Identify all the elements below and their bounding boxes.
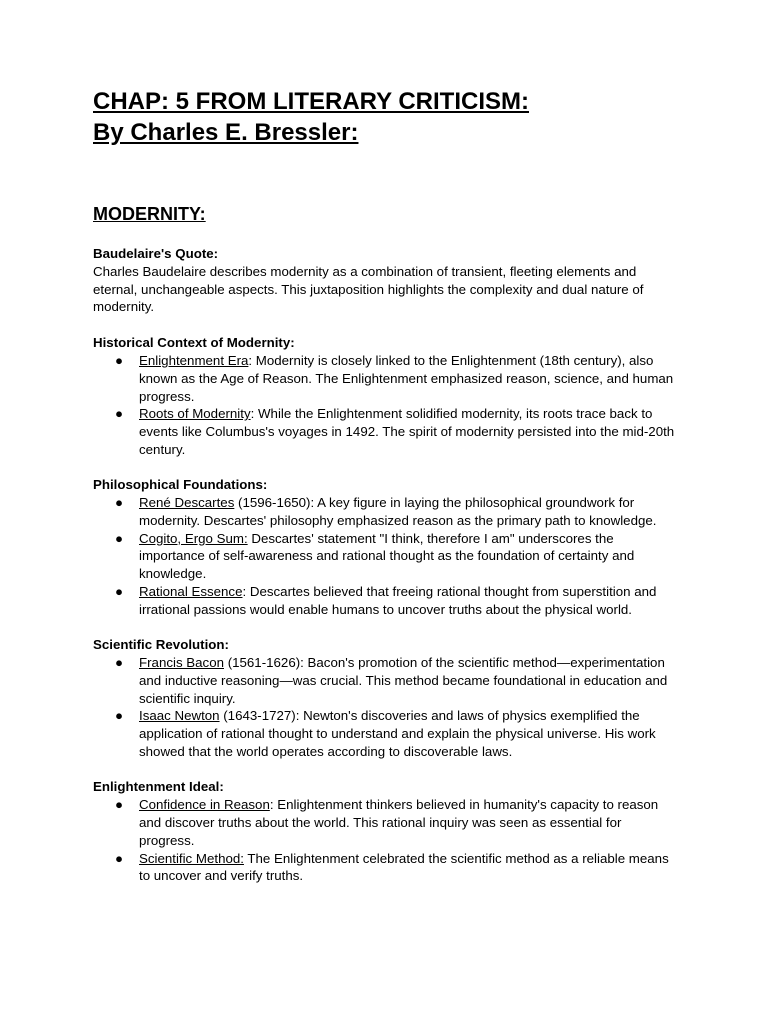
list-item-text: The Enlightenment celebrated the scientific method as a reliable means to uncover and verify truths. bbox=[139, 850, 669, 884]
list-item-term: Cogito, Ergo Sum: bbox=[139, 530, 248, 546]
list-item-text: (1561-1626): Bacon's promotion of the scientific method—experimentation and inductive reasoning—was crucial. This method became foundational in education and scientific inquiry. bbox=[139, 655, 668, 706]
list-item bbox=[93, 654, 678, 707]
subheading-baudelaire-quote: Baudelaire's Quote: bbox=[93, 246, 219, 261]
list-philosophical-foundations bbox=[93, 494, 678, 618]
bullet-icon: ● bbox=[115, 583, 124, 599]
list-item bbox=[93, 707, 678, 760]
list-item-text: : Modernity is closely linked to the Enlightenment (18th century), also known as the Age of Reason. The Enlightenment emphasized reason, science, and human progress. bbox=[139, 353, 674, 404]
subheading-historical-context: Historical Context of Modernity: bbox=[93, 335, 295, 351]
list-item bbox=[93, 796, 678, 849]
list-item-text: (1596-1650): A key figure in laying the philosophical groundwork for modernity. Descartes' philosophy emphasized reason as the primary path to knowledge. bbox=[139, 495, 657, 529]
list-item-term: René Descartes bbox=[139, 495, 235, 511]
bullet-icon: ● bbox=[115, 655, 124, 671]
document-page bbox=[93, 86, 678, 885]
list-enlightenment-ideal bbox=[93, 796, 678, 885]
list-item-term: Scientific Method: bbox=[139, 850, 244, 866]
paragraph-baudelaire-quote: Charles Baudelaire describes modernity as a combination of transient, fleeting elements and eternal, unchangeable aspects. This juxtaposition highlights the complexity and dual nature of modernity. bbox=[93, 264, 644, 315]
bullet-icon: ● bbox=[115, 797, 124, 813]
list-item-text: (1643-1727): Newton's discoveries and laws of physics exemplified the application of rational thought to understand and explain the physical universe. His work showed that the world operates according to discoverable laws. bbox=[139, 708, 656, 759]
bullet-icon: ● bbox=[115, 850, 124, 866]
list-item-text: Descartes' statement "I think, therefore I am" underscores the importance of self-awareness and rational thought as the foundation of certainty and knowledge. bbox=[139, 530, 635, 582]
section-heading-modernity: MODERNITY: bbox=[93, 204, 206, 224]
list-scientific-revolution bbox=[93, 654, 678, 760]
list-item-term: Enlightenment Era bbox=[139, 353, 249, 369]
subheading-scientific-revolution: Scientific Revolution: bbox=[93, 637, 229, 653]
list-item-text: : Enlightenment thinkers believed in humanity's capacity to reason and discover truths about the world. This rational inquiry was seen as essential for progress. bbox=[139, 797, 659, 848]
list-item bbox=[93, 494, 678, 529]
list-item bbox=[93, 850, 678, 885]
list-item bbox=[93, 405, 678, 458]
document-title-line-1: CHAP: 5 FROM LITERARY CRITICISM: bbox=[93, 88, 529, 115]
list-item bbox=[93, 530, 678, 583]
list-item-text: : While the Enlightenment solidified modernity, its roots trace back to events like Columbus's voyages in 1492. The spirit of modernity persisted into the mid-20th century. bbox=[139, 406, 675, 457]
list-item-term: Roots of Modernity bbox=[139, 406, 251, 422]
subheading-enlightenment-ideal: Enlightenment Ideal: bbox=[93, 779, 224, 795]
list-item-term: Francis Bacon bbox=[139, 655, 224, 671]
list-historical-context bbox=[93, 352, 678, 458]
bullet-icon: ● bbox=[115, 406, 124, 422]
subheading-philosophical-foundations: Philosophical Foundations: bbox=[93, 477, 268, 493]
bullet-icon: ● bbox=[115, 708, 124, 724]
list-item-term: Confidence in Reason bbox=[139, 797, 270, 813]
list-item-text: : Descartes believed that freeing rational thought from superstition and irrational passions would enable humans to uncover truths about the physical world. bbox=[139, 583, 657, 617]
list-item-term: Rational Essence bbox=[139, 583, 243, 599]
list-item-term: Isaac Newton bbox=[139, 708, 220, 724]
list-item bbox=[93, 583, 678, 618]
document-title-line-2: By Charles E. Bressler: bbox=[93, 119, 359, 146]
bullet-icon: ● bbox=[115, 530, 124, 546]
bullet-icon: ● bbox=[115, 353, 124, 369]
bullet-icon: ● bbox=[115, 495, 124, 511]
list-item bbox=[93, 352, 678, 405]
